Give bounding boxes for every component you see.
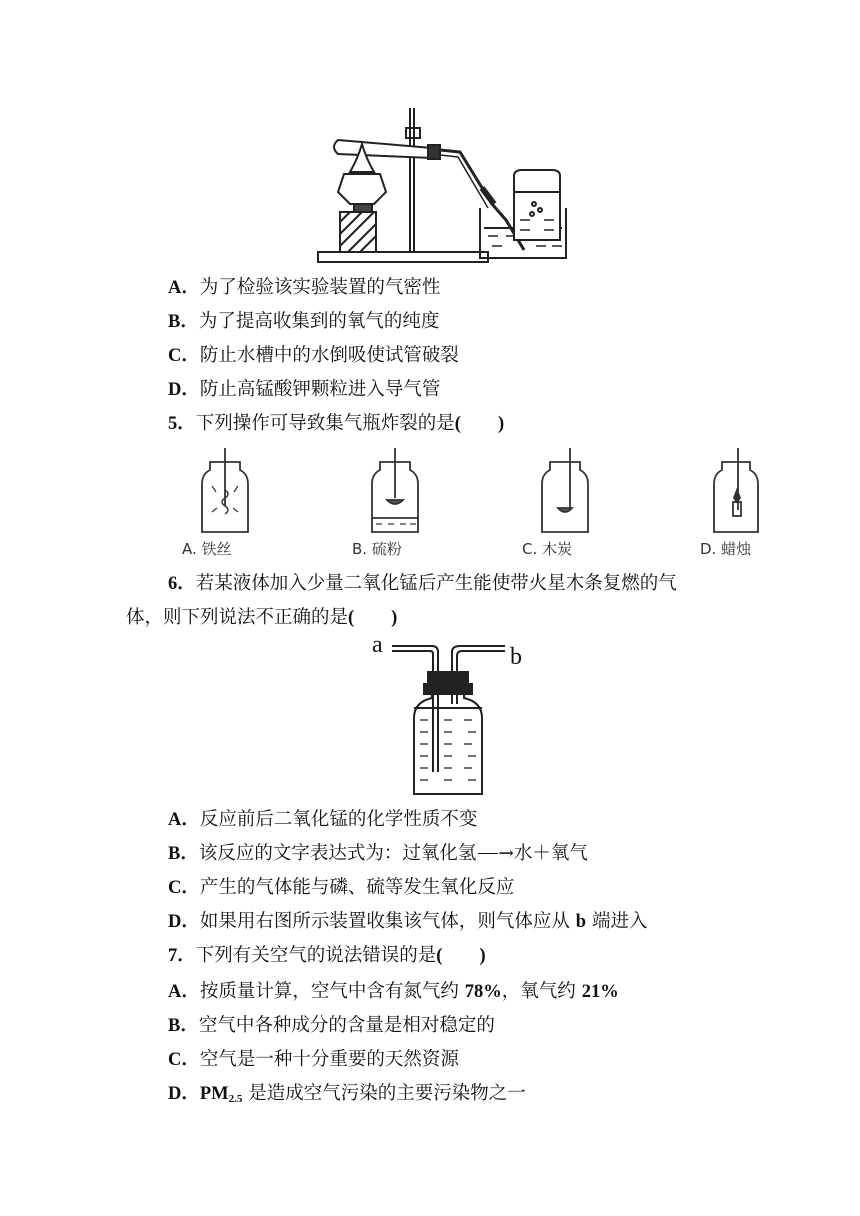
q4-option-b: B．为了提高收集到的氧气的纯度	[168, 311, 440, 332]
q4-option-c: C．防止水槽中的水倒吸使试管破裂	[168, 345, 459, 366]
caption-b: B. 硫粉	[352, 540, 402, 558]
tube-label-b: b	[510, 644, 522, 670]
caption-d: D. 蜡烛	[700, 540, 752, 558]
reaction-arrow: →	[498, 843, 514, 864]
q5-gas-bottles-figure	[170, 446, 770, 562]
q4-option-a: A．为了检验该实验装置的气密性	[168, 277, 441, 298]
bottle-iron-wire	[202, 448, 248, 532]
q7-option-a: A．按质量计算，空气中含有氮气约 78%，氧气约 21%	[168, 981, 619, 1002]
gas-washing-bottle-figure	[370, 634, 540, 800]
caption-c: C. 木炭	[522, 540, 573, 558]
q7-option-d: D．$PM_{2.5}$ 是造成空气污染的主要污染物之一	[168, 1083, 526, 1105]
oxygen-generation-apparatus-figure	[310, 100, 570, 268]
q7-stem: 7．下列有关空气的说法错误的是( )	[168, 945, 486, 966]
q6-option-b: B．该反应的文字表达式为：过氧化氢 →水＋氧气	[168, 843, 588, 864]
q6-option-a: A．反应前后二氧化锰的化学性质不变	[168, 809, 478, 830]
q6-stem-line2: 体，则下列说法不正确的是( )	[126, 607, 398, 628]
q7-option-c: C．空气是一种十分重要的天然资源	[168, 1049, 459, 1070]
q5-stem: 5．下列操作可导致集气瓶炸裂的是( )	[168, 413, 505, 434]
q7-option-b: B．空气中各种成分的含量是相对稳定的	[168, 1015, 495, 1036]
caption-a: A. 铁丝	[182, 540, 232, 558]
bottle-sulfur	[372, 448, 418, 532]
q6-option-c: C．产生的气体能与磷、硫等发生氧化反应	[168, 877, 515, 898]
q4-option-d: D．防止高锰酸钾颗粒进入导气管	[168, 379, 441, 400]
q6-option-d: D．如果用右图所示装置收集该气体，则气体应从 b 端进入	[168, 911, 648, 932]
bottle-candle	[714, 448, 758, 532]
q6-stem-line1: 6．若某液体加入少量二氧化锰后产生能使带火星木条复燃的气	[168, 573, 677, 594]
bottle-charcoal	[542, 448, 588, 532]
tube-label-a: a	[372, 634, 383, 658]
